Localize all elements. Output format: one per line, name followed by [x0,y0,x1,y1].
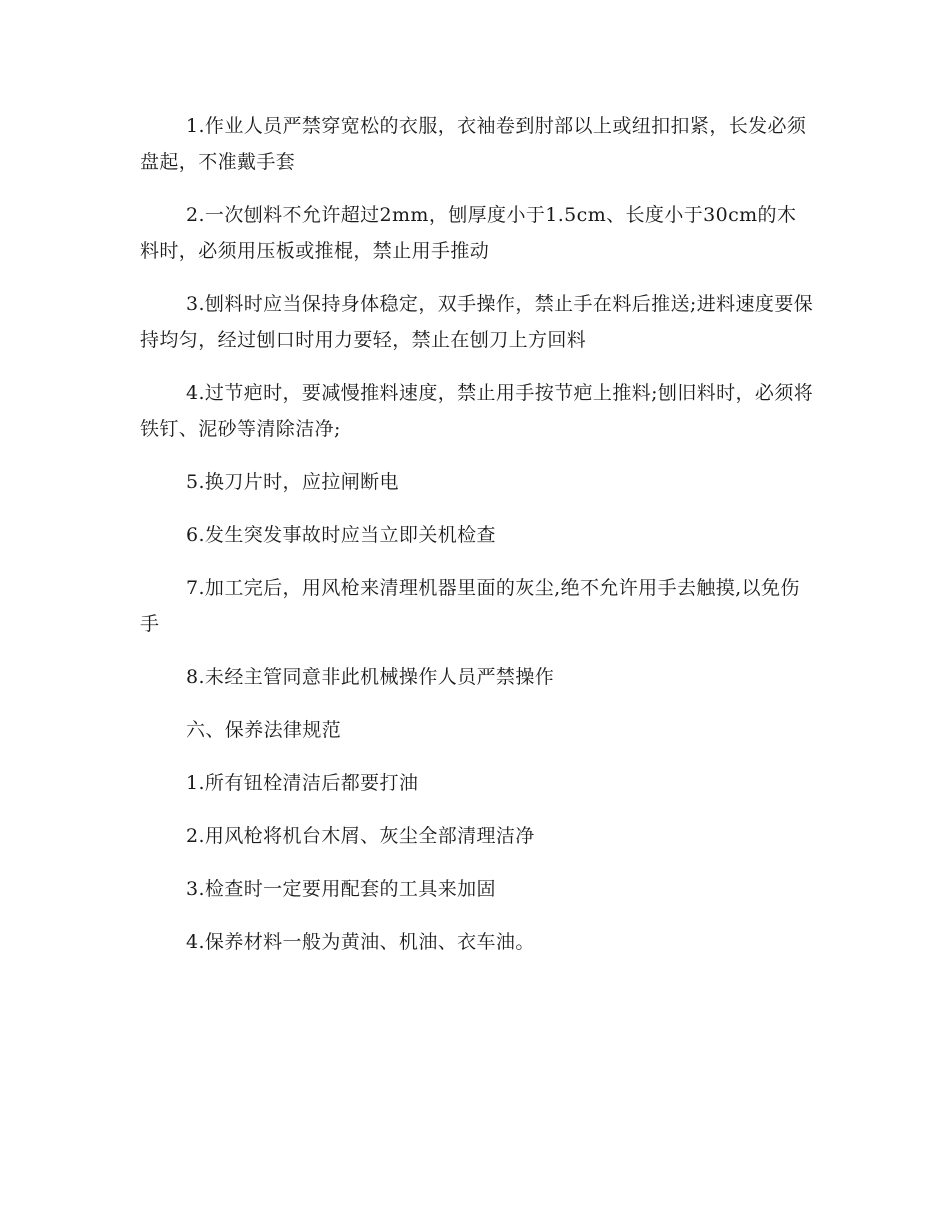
paragraph-maintenance-4: 4.保养材料一般为黄油、机油、衣车油。 [186,931,535,953]
paragraph-rule-6: 6.发生突发事故时应当立即关机检查 [186,524,496,546]
paragraph-rule-3: 3.刨料时应当保持身体稳定，双手操作，禁止手在料后推送;进料速度要保持均匀，经过刨口时用力要轻，禁止在刨刀上方回料 [140,293,814,351]
paragraph-rule-2: 2.一次刨料不允许超过2mm，刨厚度小于1.5cm、长度小于30cm的木料时，必须用压板或推棍，禁止用手推动 [140,204,797,262]
document-body [140,108,815,977]
paragraph-maintenance-3: 3.检查时一定要用配套的工具来加固 [186,878,496,900]
paragraph-rule-4: 4.过节疤时，要减慢推料速度，禁止用手按节疤上推料;刨旧料时，必须将铁钉、泥砂等清除洁净; [140,382,814,440]
paragraph-rule-8: 8.未经主管同意非此机械操作人员严禁操作 [186,666,555,688]
paragraph-rule-7: 7.加工完后，用风枪来清理机器里面的灰尘,绝不允许用手去触摸,以免伤手 [140,577,800,635]
paragraph-rule-5: 5.换刀片时，应拉闸断电 [186,471,399,493]
paragraph-maintenance-1: 1.所有钮栓清洁后都要打油 [186,772,419,794]
section-heading-maintenance: 六、保养法律规范 [186,719,342,741]
paragraph-rule-1: 1.作业人员严禁穿宽松的衣服，衣袖卷到肘部以上或纽扣扣紧，长发必须盘起，不准戴手套 [140,115,807,173]
paragraph-maintenance-2: 2.用风枪将机台木屑、灰尘全部清理洁净 [186,825,535,847]
